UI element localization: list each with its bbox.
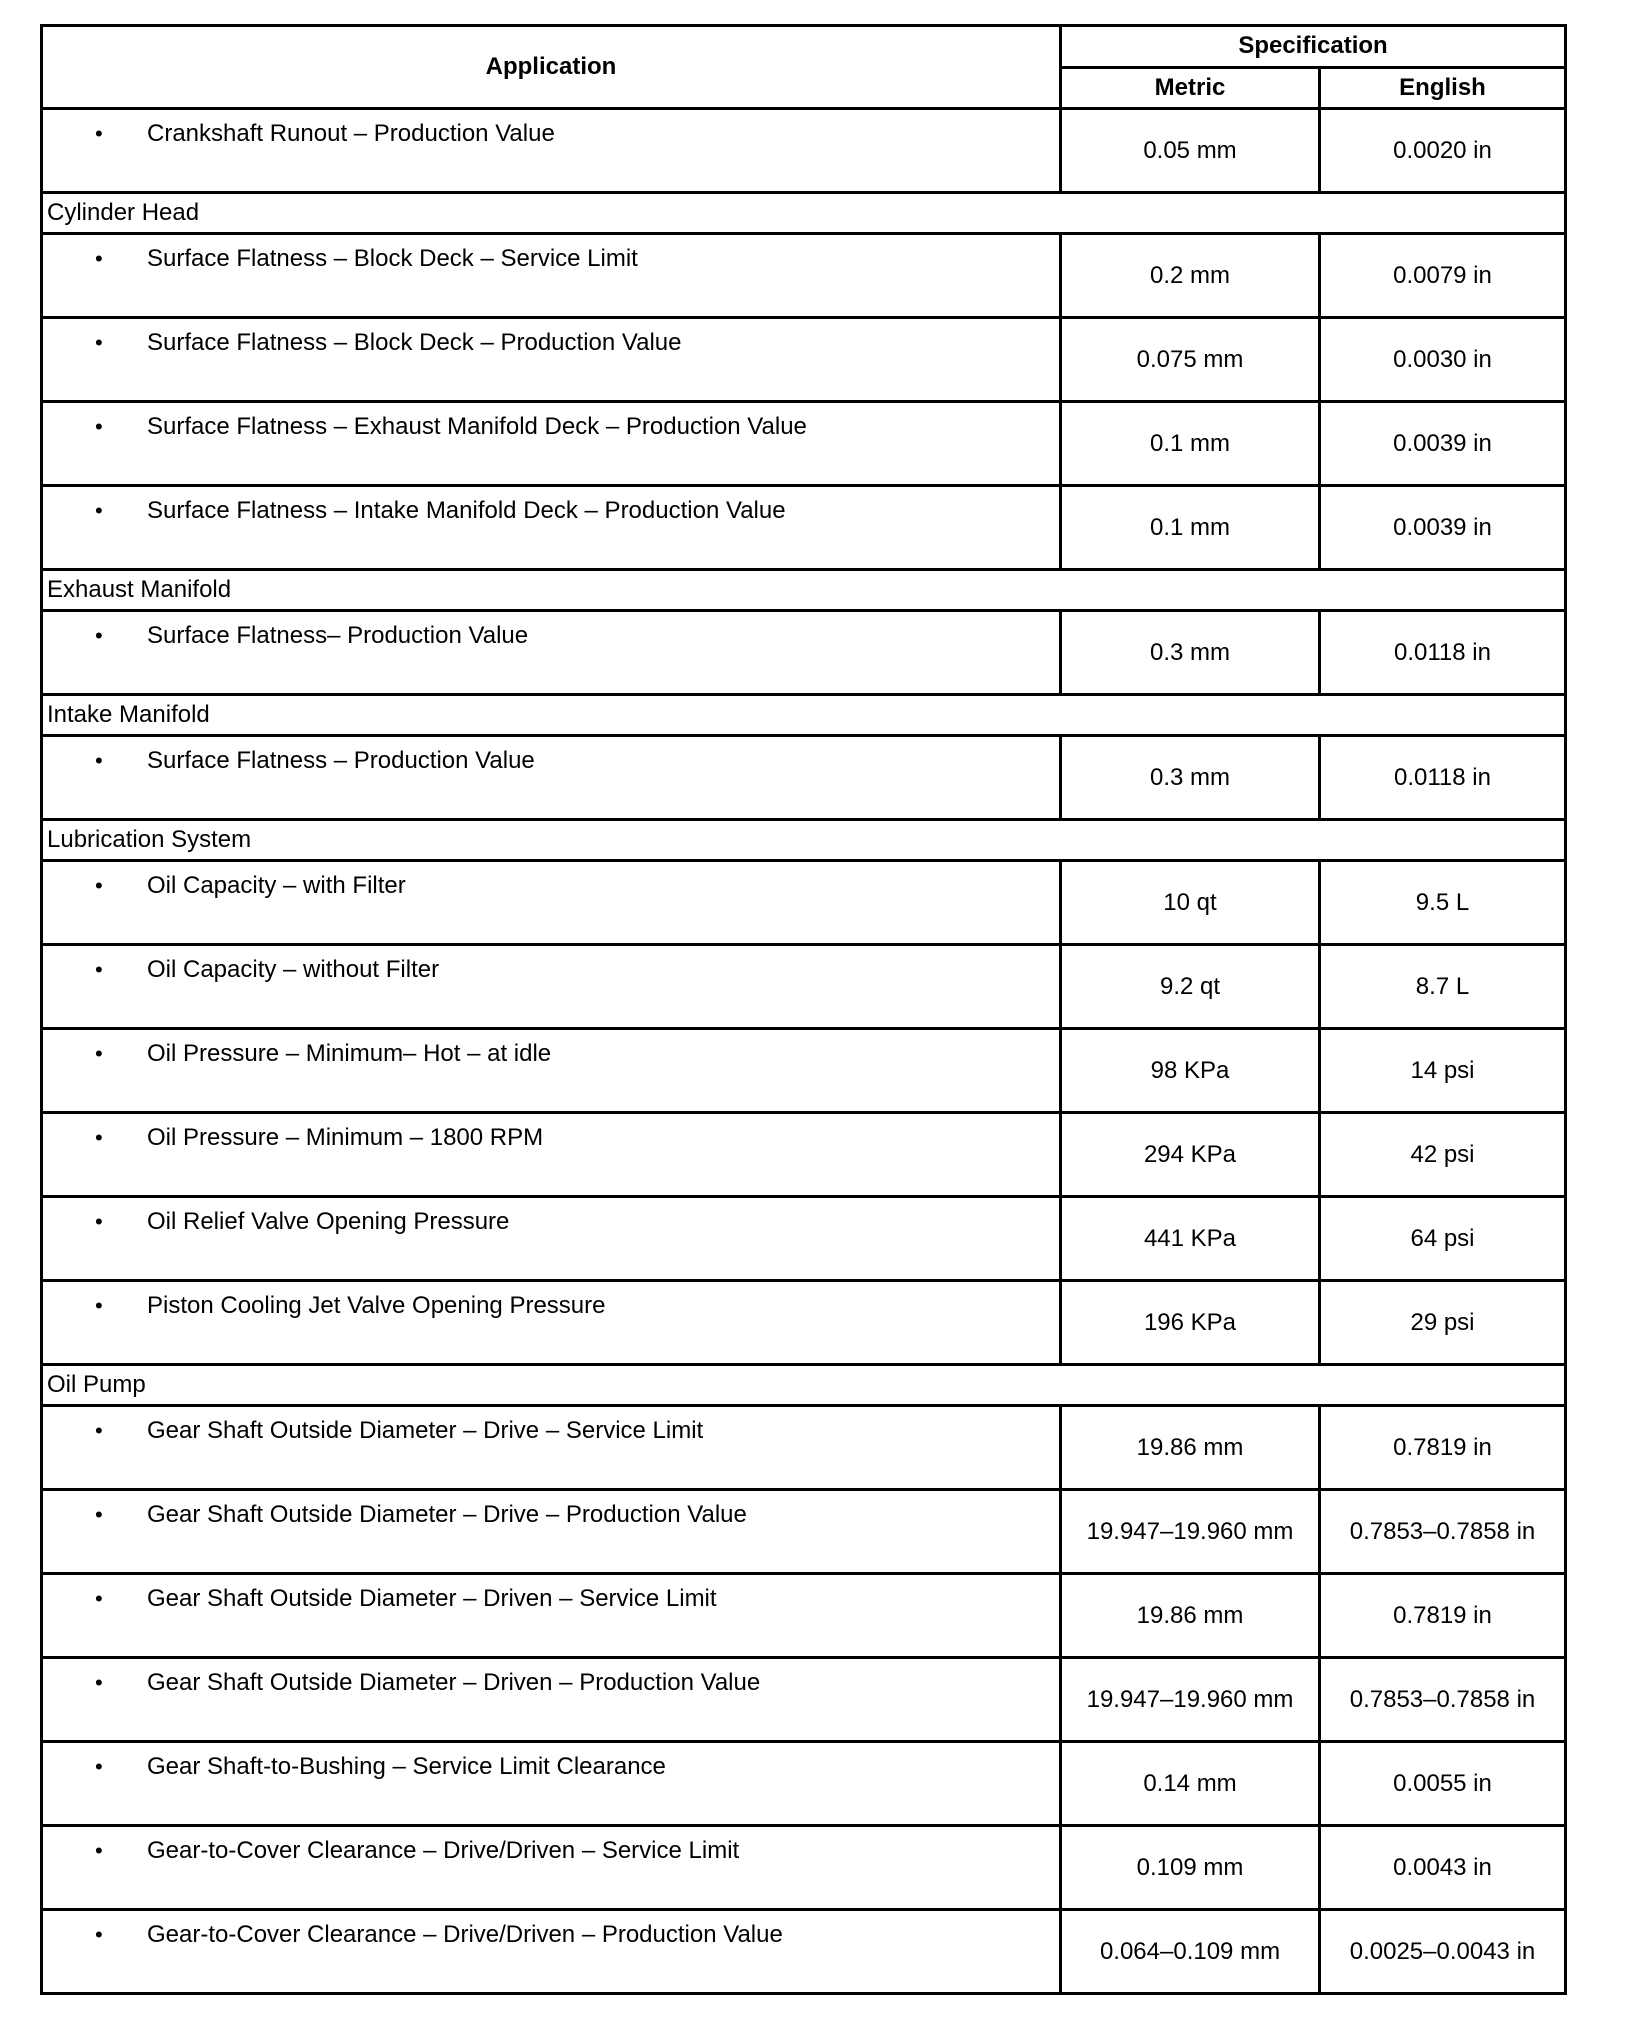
table-row <box>42 945 1566 1029</box>
table-row <box>42 402 1566 486</box>
application-cell <box>42 1658 1061 1742</box>
english-header: English <box>1320 67 1566 109</box>
section-title: Cylinder Head <box>42 193 1566 234</box>
application-cell <box>42 318 1061 402</box>
metric-value: 19.947–19.960 mm <box>1061 1490 1320 1574</box>
application-text: Gear Shaft Outside Diameter – Drive – Production Value <box>147 1501 747 1528</box>
metric-value: 19.86 mm <box>1061 1406 1320 1490</box>
metric-value: 10 qt <box>1061 861 1320 945</box>
english-value: 8.7 L <box>1320 945 1566 1029</box>
metric-value: 19.947–19.960 mm <box>1061 1658 1320 1742</box>
bullet-icon: • <box>95 1041 103 1066</box>
application-text: Piston Cooling Jet Valve Opening Pressure <box>147 1292 606 1319</box>
application-cell <box>42 109 1061 193</box>
english-value: 0.0055 in <box>1320 1742 1566 1826</box>
specification-table <box>40 24 1567 1995</box>
application-header: Application <box>42 26 1061 109</box>
application-text: Crankshaft Runout – Production Value <box>147 120 555 147</box>
english-value: 64 psi <box>1320 1197 1566 1281</box>
application-cell <box>42 1281 1061 1365</box>
section-title: Exhaust Manifold <box>42 570 1566 611</box>
section-row <box>42 1365 1566 1406</box>
metric-value: 0.109 mm <box>1061 1826 1320 1910</box>
table-row <box>42 1742 1566 1826</box>
table-row <box>42 318 1566 402</box>
table-row <box>42 611 1566 695</box>
bullet-icon: • <box>95 623 103 648</box>
metric-value: 9.2 qt <box>1061 945 1320 1029</box>
application-cell <box>42 402 1061 486</box>
application-text: Surface Flatness – Intake Manifold Deck – Production Value <box>147 497 786 524</box>
metric-value: 0.3 mm <box>1061 611 1320 695</box>
english-value: 0.0030 in <box>1320 318 1566 402</box>
bullet-icon: • <box>95 1125 103 1150</box>
application-cell <box>42 1113 1061 1197</box>
bullet-icon: • <box>95 498 103 523</box>
application-text: Oil Capacity – without Filter <box>147 956 440 983</box>
table-row <box>42 861 1566 945</box>
table-row <box>42 486 1566 570</box>
application-text: Oil Pressure – Minimum – 1800 RPM <box>147 1124 544 1151</box>
bullet-icon: • <box>95 330 103 355</box>
metric-value: 0.075 mm <box>1061 318 1320 402</box>
table-row <box>42 1113 1566 1197</box>
english-value: 0.0118 in <box>1320 736 1566 820</box>
metric-value: 0.14 mm <box>1061 1742 1320 1826</box>
table-row <box>42 736 1566 820</box>
application-text: Oil Relief Valve Opening Pressure <box>147 1208 510 1235</box>
english-value: 0.7853–0.7858 in <box>1320 1490 1566 1574</box>
bullet-icon: • <box>95 957 103 982</box>
metric-header: Metric <box>1061 67 1320 109</box>
table-row <box>42 1406 1566 1490</box>
table-row <box>42 1658 1566 1742</box>
bullet-icon: • <box>95 1670 103 1695</box>
application-cell <box>42 1490 1061 1574</box>
bullet-icon: • <box>95 414 103 439</box>
english-value: 0.7819 in <box>1320 1406 1566 1490</box>
metric-value: 0.05 mm <box>1061 109 1320 193</box>
specification-header: Specification <box>1061 26 1566 68</box>
bullet-icon: • <box>95 873 103 898</box>
application-text: Surface Flatness – Block Deck – Production Value <box>147 329 682 356</box>
bullet-icon: • <box>95 1502 103 1527</box>
section-title: Lubrication System <box>42 820 1566 861</box>
application-cell <box>42 1029 1061 1113</box>
english-value: 0.0079 in <box>1320 234 1566 318</box>
table-row <box>42 1281 1566 1365</box>
english-value: 9.5 L <box>1320 861 1566 945</box>
application-text: Gear-to-Cover Clearance – Drive/Driven – Service Limit <box>147 1837 740 1864</box>
english-value: 42 psi <box>1320 1113 1566 1197</box>
application-text: Surface Flatness – Production Value <box>147 747 535 774</box>
section-row <box>42 193 1566 234</box>
application-cell <box>42 945 1061 1029</box>
application-cell <box>42 1910 1061 1994</box>
application-text: Surface Flatness– Production Value <box>147 622 529 649</box>
metric-value: 0.3 mm <box>1061 736 1320 820</box>
bullet-icon: • <box>95 1209 103 1234</box>
table-row <box>42 1574 1566 1658</box>
application-cell <box>42 1826 1061 1910</box>
english-value: 29 psi <box>1320 1281 1566 1365</box>
application-cell <box>42 611 1061 695</box>
application-cell <box>42 1197 1061 1281</box>
bullet-icon: • <box>95 1418 103 1443</box>
table-row <box>42 1197 1566 1281</box>
application-text: Surface Flatness – Block Deck – Service Limit <box>147 245 638 272</box>
metric-value: 98 KPa <box>1061 1029 1320 1113</box>
application-text: Oil Capacity – with Filter <box>147 872 406 899</box>
english-value: 0.0043 in <box>1320 1826 1566 1910</box>
application-cell <box>42 861 1061 945</box>
english-value: 0.0039 in <box>1320 486 1566 570</box>
table-header <box>42 26 1566 109</box>
metric-value: 294 KPa <box>1061 1113 1320 1197</box>
section-title: Intake Manifold <box>42 695 1566 736</box>
section-row <box>42 820 1566 861</box>
metric-value: 0.1 mm <box>1061 486 1320 570</box>
application-cell <box>42 1406 1061 1490</box>
bullet-icon: • <box>95 1922 103 1947</box>
english-value: 0.0118 in <box>1320 611 1566 695</box>
table-row <box>42 1826 1566 1910</box>
application-text: Gear Shaft Outside Diameter – Driven – Service Limit <box>147 1585 717 1612</box>
application-text: Gear Shaft Outside Diameter – Driven – Production Value <box>147 1669 761 1696</box>
application-cell <box>42 234 1061 318</box>
application-text: Gear Shaft Outside Diameter – Drive – Service Limit <box>147 1417 704 1444</box>
application-text: Surface Flatness – Exhaust Manifold Deck – Production Value <box>147 413 807 440</box>
metric-value: 19.86 mm <box>1061 1574 1320 1658</box>
table-row <box>42 1910 1566 1994</box>
application-cell <box>42 1742 1061 1826</box>
metric-value: 441 KPa <box>1061 1197 1320 1281</box>
table-row <box>42 109 1566 193</box>
section-title: Oil Pump <box>42 1365 1566 1406</box>
english-value: 0.7819 in <box>1320 1574 1566 1658</box>
bullet-icon: • <box>95 1754 103 1779</box>
metric-value: 0.1 mm <box>1061 402 1320 486</box>
bullet-icon: • <box>95 1586 103 1611</box>
metric-value: 0.064–0.109 mm <box>1061 1910 1320 1994</box>
application-cell <box>42 736 1061 820</box>
application-cell <box>42 486 1061 570</box>
section-row <box>42 570 1566 611</box>
english-value: 0.0039 in <box>1320 402 1566 486</box>
table-body <box>42 109 1566 1994</box>
bullet-icon: • <box>95 1293 103 1318</box>
application-text: Oil Pressure – Minimum– Hot – at idle <box>147 1040 552 1067</box>
english-value: 0.0020 in <box>1320 109 1566 193</box>
english-value: 0.7853–0.7858 in <box>1320 1658 1566 1742</box>
metric-value: 0.2 mm <box>1061 234 1320 318</box>
table-row <box>42 234 1566 318</box>
bullet-icon: • <box>95 748 103 773</box>
table-row <box>42 1029 1566 1113</box>
english-value: 0.0025–0.0043 in <box>1320 1910 1566 1994</box>
table-row <box>42 1490 1566 1574</box>
metric-value: 196 KPa <box>1061 1281 1320 1365</box>
english-value: 14 psi <box>1320 1029 1566 1113</box>
bullet-icon: • <box>95 121 103 146</box>
application-cell <box>42 1574 1061 1658</box>
application-text: Gear Shaft-to-Bushing – Service Limit Clearance <box>147 1753 666 1780</box>
bullet-icon: • <box>95 1838 103 1863</box>
application-text: Gear-to-Cover Clearance – Drive/Driven – Production Value <box>147 1921 783 1948</box>
bullet-icon: • <box>95 246 103 271</box>
section-row <box>42 695 1566 736</box>
